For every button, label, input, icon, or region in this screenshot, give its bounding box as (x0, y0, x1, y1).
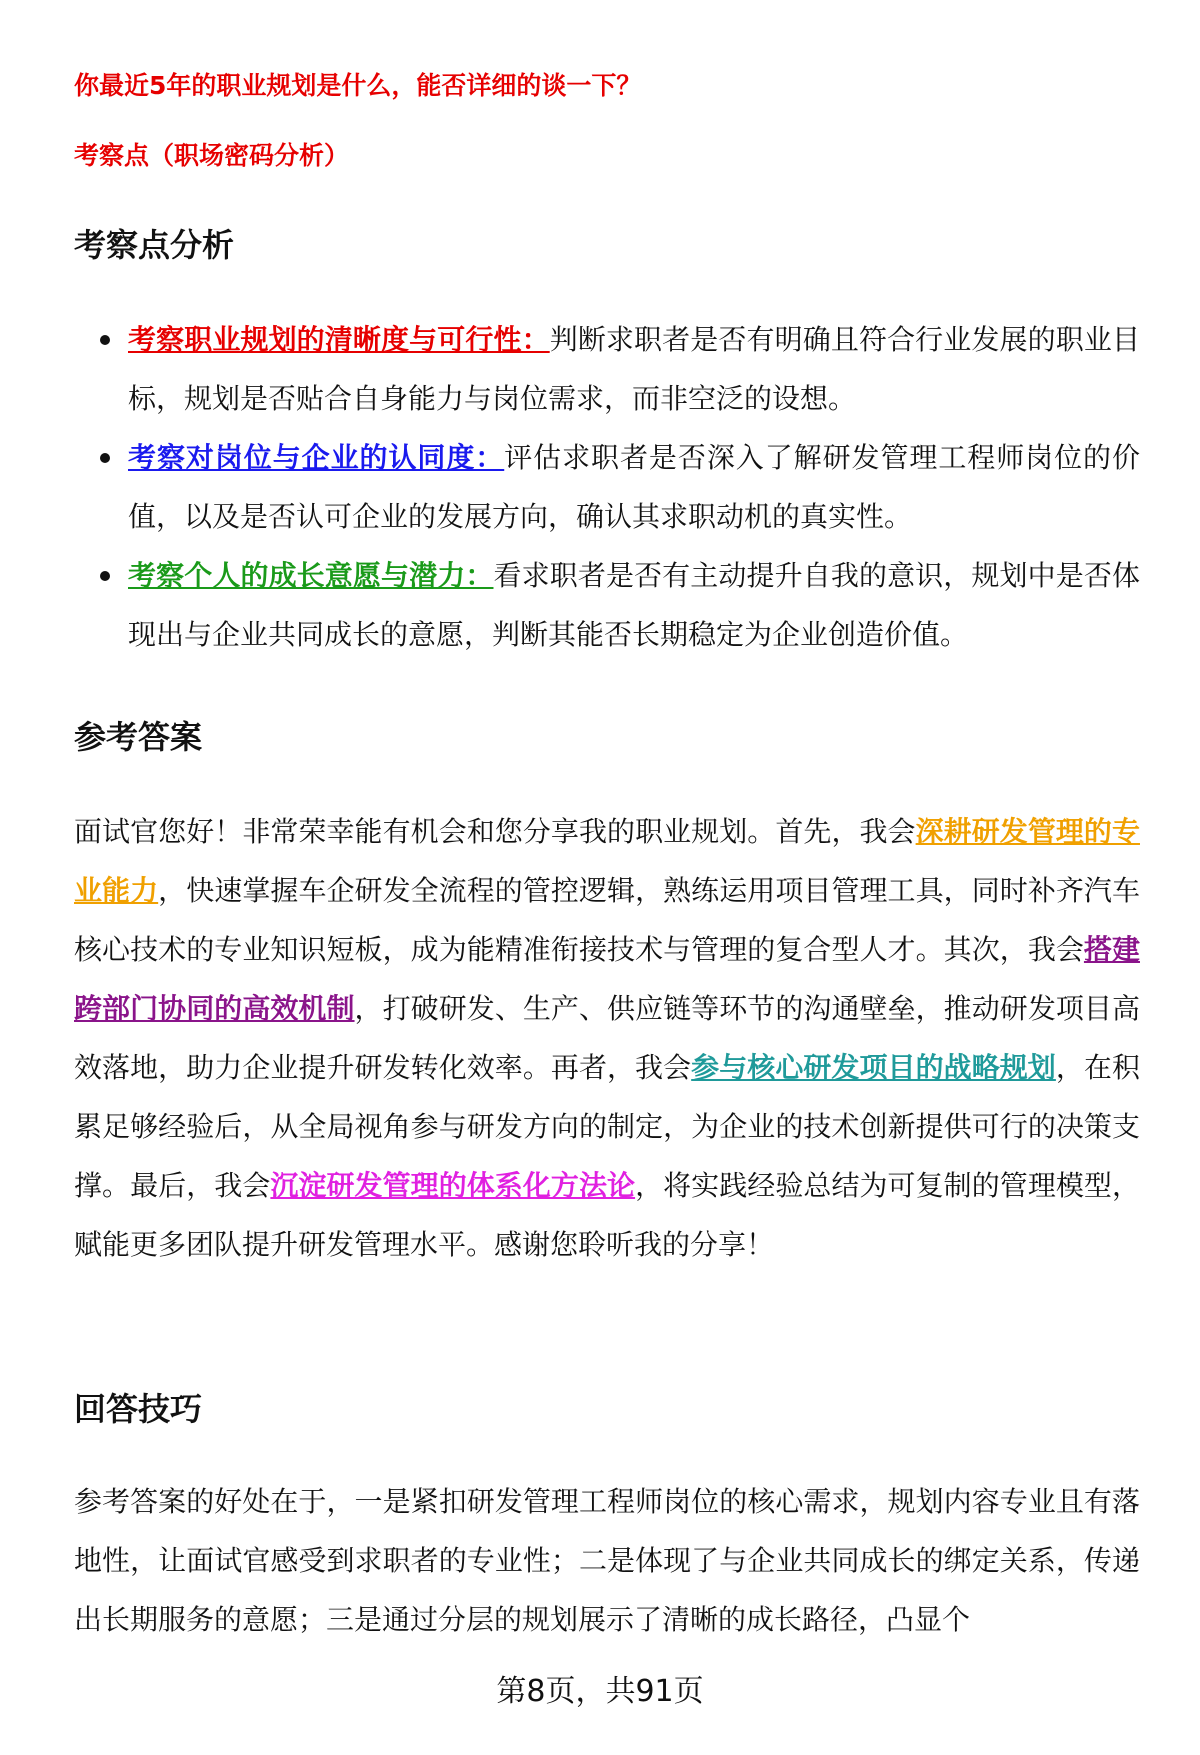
section-title-answer: 参考答案 (74, 718, 203, 756)
analysis-point (128, 546, 1140, 664)
subtitle: 考察点（职场密码分析） (74, 141, 350, 170)
answer-highlight: 沉淀研发管理的体系化方法论 (270, 1169, 636, 1202)
point-label: 考察对岗位与企业的认同度： (128, 441, 505, 474)
answer-text: ，快速掌握车企研发全流程的管控逻辑，熟练运用项目管理工具，同时补齐汽车核心技术的专业知识短板，成为能精准衔接技术与管理的复合型人才。其次，我会 (74, 874, 1140, 966)
answer-paragraph (74, 802, 1140, 1274)
answer-highlight: 深耕研发管理的专业能力 (74, 815, 1140, 907)
answer-highlight: 参与核心研发项目的战略规划 (691, 1051, 1056, 1084)
tips-paragraph: 参考答案的好处在于，一是紧扣研发管理工程师岗位的核心需求，规划内容专业且有落地性，让面试官感受到求职者的专业性；二是体现了与企业共同成长的绑定关系，传递出长期服务的意愿；三是通过分层的规划展示了清晰的成长路径，凸显个 (74, 1485, 1140, 1636)
point-label: 考察职业规划的清晰度与可行性： (128, 323, 550, 356)
answer-text: ，将实践经验总结为可复制的管理模型，赋能更多团队提升研发管理水平。感谢您聆听我的分享！ (74, 1169, 1140, 1261)
question-title: 你最近5年的职业规划是什么，能否详细的谈一下？ (74, 71, 642, 100)
point-label: 考察个人的成长意愿与潜力： (128, 559, 494, 592)
point-text: 评估求职者是否深入了解研发管理工程师岗位的价值，以及是否认可企业的发展方向，确认其求职动机的真实性。 (128, 441, 1140, 533)
answer-highlight: 搭建跨部门协同的高效机制 (74, 933, 1140, 1025)
point-text: 看求职者是否有主动提升自我的意识，规划中是否体现出与企业共同成长的意愿，判断其能否长期稳定为企业创造价值。 (128, 559, 1140, 651)
answer-text: ，在积累足够经验后，从全局视角参与研发方向的制定，为企业的技术创新提供可行的决策支撑。最后，我会 (74, 1051, 1140, 1202)
point-text: 判断求职者是否有明确且符合行业发展的职业目标，规划是否贴合自身能力与岗位需求，而非空泛的设想。 (128, 323, 1140, 415)
answer-text: ，打破研发、生产、供应链等环节的沟通壁垒，推动研发项目高效落地，助力企业提升研发转化效率。再者，我会 (74, 992, 1140, 1084)
section-title-tips: 回答技巧 (74, 1390, 203, 1428)
answer-text: 面试官您好！非常荣幸能有机会和您分享我的职业规划。首先，我会 (74, 815, 916, 848)
section-title-analysis: 考察点分析 (74, 226, 235, 264)
page-number: 第8页，共91页 (496, 1674, 704, 1709)
analysis-point (128, 310, 1140, 428)
analysis-point (128, 428, 1140, 546)
analysis-list (74, 310, 1140, 664)
